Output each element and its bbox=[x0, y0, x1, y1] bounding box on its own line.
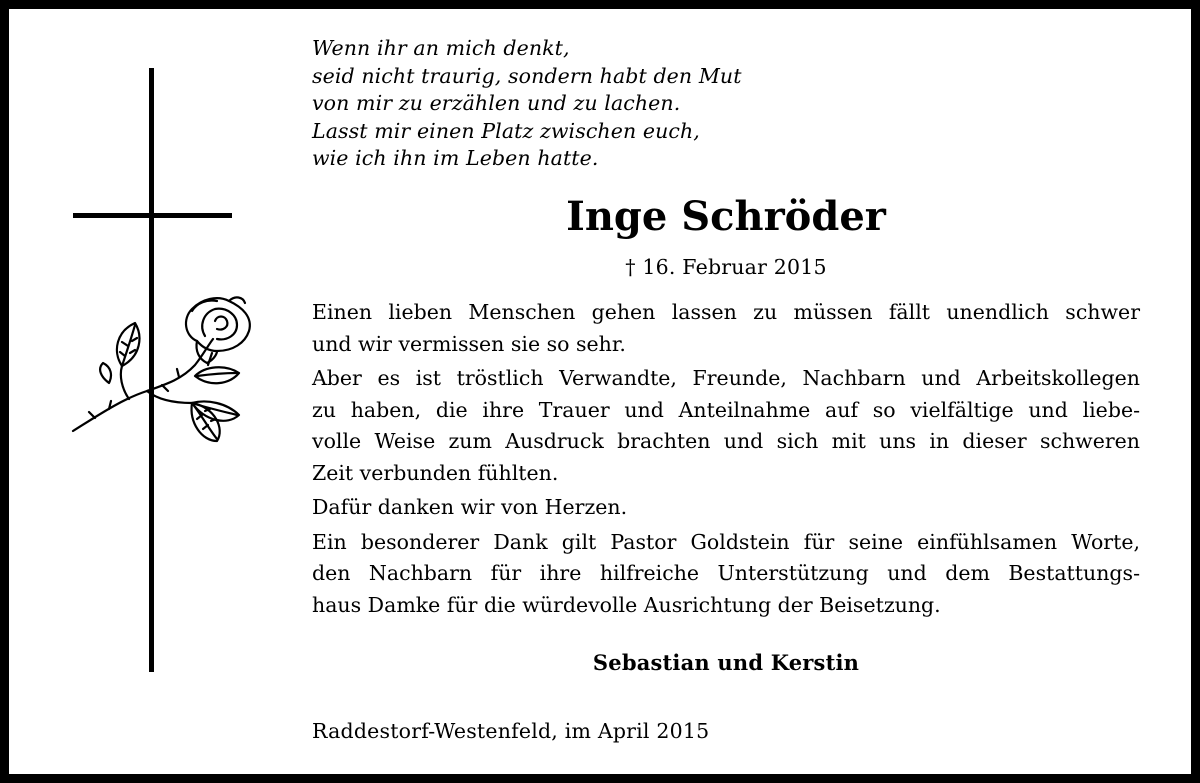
text-line: haus Damke für die würdevolle Ausrichtung der Beisetzung. bbox=[312, 592, 941, 617]
text-line: Aber es ist tröstlich Verwandte, Freunde, Nachbarn und Arbeitskollegen bbox=[312, 366, 1140, 390]
poem-line: Wenn ihr an mich denkt, bbox=[312, 36, 570, 60]
paragraph bbox=[312, 297, 1140, 360]
poem-line: wie ich ihn im Leben hatte. bbox=[312, 146, 599, 170]
text-line: und wir vermissen sie so sehr. bbox=[312, 331, 626, 356]
text-line: Einen lieben Menschen gehen lassen zu müssen fällt unendlich schwer bbox=[312, 300, 1140, 324]
rose-icon bbox=[67, 281, 257, 451]
poem-line: von mir zu erzählen und zu lachen. bbox=[312, 91, 681, 115]
poem-line: seid nicht traurig, sondern habt den Mut bbox=[312, 63, 742, 88]
text-line: Zeit verbunden fühlten. bbox=[312, 460, 559, 485]
cross-icon-bar bbox=[73, 213, 232, 218]
message-body bbox=[312, 297, 1140, 624]
poem bbox=[312, 35, 932, 173]
signature: Sebastian und Kerstin bbox=[592, 650, 860, 675]
death-date: † 16. Februar 2015 bbox=[625, 255, 827, 279]
text-line: Ein besonderer Dank gilt Pastor Goldstein für seine einfühlsamen Worte, bbox=[312, 529, 1140, 554]
text-line: den Nachbarn für ihre hilfreiche Unterstützung und dem Bestattungs- bbox=[312, 561, 1140, 585]
obituary-card bbox=[9, 9, 1191, 774]
text-line: Dafür danken wir von Herzen. bbox=[312, 495, 628, 519]
paragraph bbox=[312, 527, 1140, 622]
place-date: Raddestorf-Westenfeld, im April 2015 bbox=[312, 719, 710, 743]
poem-line: Lasst mir einen Platz zwischen euch, bbox=[312, 118, 700, 143]
text-line: volle Weise zum Ausdruck brachten und sich mit uns in dieser schweren bbox=[312, 429, 1140, 453]
paragraph bbox=[312, 363, 1140, 489]
text-line: zu haben, die ihre Trauer und Anteilnahme auf so vielfältige und liebe- bbox=[312, 397, 1140, 422]
paragraph bbox=[312, 492, 1140, 524]
deceased-name: Inge Schröder bbox=[566, 193, 886, 240]
